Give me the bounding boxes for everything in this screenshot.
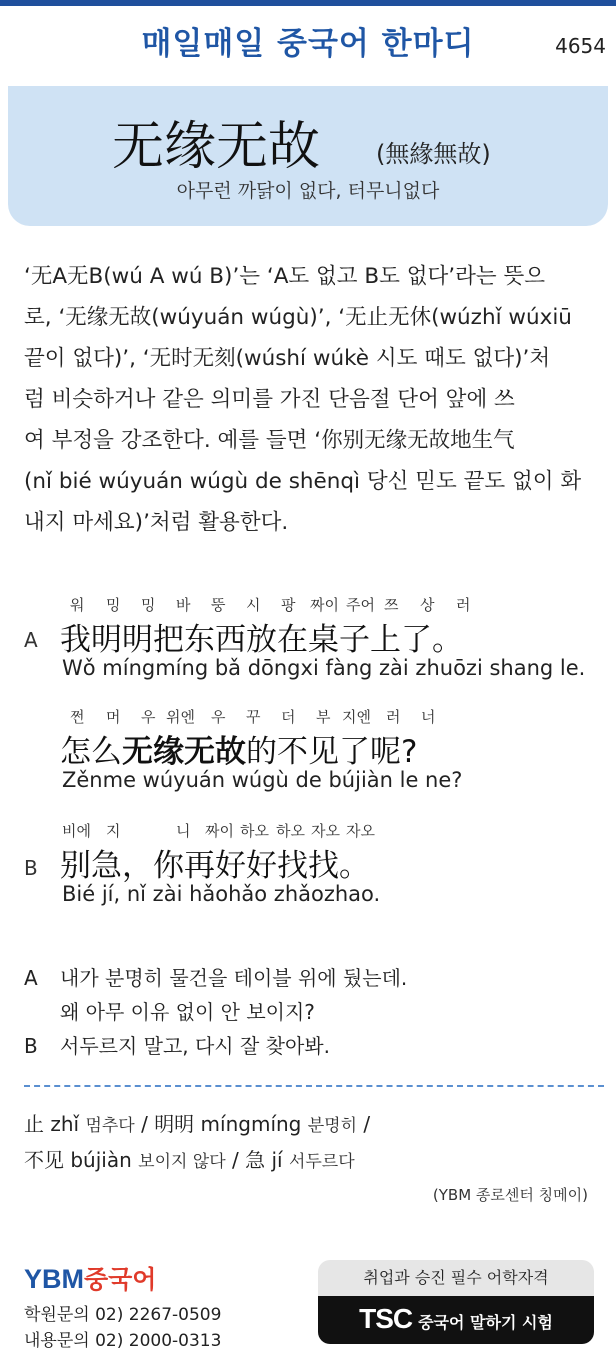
ruby-reading: 자오 (311, 822, 340, 840)
explanation-line: (nǐ bié wúyuán wúgù de shēnqì 당신 믿도 끝도 없이 화 (24, 469, 582, 494)
chinese-text: 我明明把东西放在桌子上了。 (60, 622, 463, 658)
chinese-text: 别急，你再好好找找。 (60, 848, 370, 884)
tsc-ad-bar (318, 1296, 594, 1344)
series-title: 매일매일 중국어 한마디 (141, 26, 475, 62)
ruby-reading: 더 (281, 708, 296, 726)
ruby-reading: 뚱 (211, 596, 226, 614)
phone-inquiry: 학원문의 02) 2267-0509 (24, 1305, 222, 1325)
speaker-label: B (24, 856, 38, 880)
issue-number: 4654 (555, 34, 606, 58)
brand-latin: YBM (24, 1264, 84, 1294)
explanation-line: 내지 마세요)’처럼 활용한다. (24, 510, 289, 535)
ruby-reading: 지 (106, 822, 121, 840)
ruby-reading: 시 (246, 596, 261, 614)
idiom-highlight: 无缘无故 (122, 734, 246, 770)
ruby-reading: 쯔 (384, 596, 399, 614)
vocab-korean: 보이지 않다 (138, 1152, 226, 1172)
tsc-ad-tagline: 취업과 승진 필수 어학자격 (318, 1260, 594, 1296)
speaker-label: A (24, 628, 38, 652)
pinyin-line: Wǒ míngmíng bǎ dōngxi fàng zài zhuōzi shang le. (62, 656, 586, 680)
ruby-reading: 워 (70, 596, 85, 614)
top-rule (0, 0, 616, 6)
ruby-reading: 부 (316, 708, 331, 726)
ruby-reading: 위엔 (166, 708, 195, 726)
ruby-reading: 꾸 (246, 708, 261, 726)
translation-line (24, 962, 407, 991)
dashed-divider (24, 1085, 604, 1087)
explanation-line: 끝이 없다)’, ‘无时无刻(wúshí wúkè 시도 때도 없다)’처 (24, 346, 551, 371)
ruby-reading: 러 (456, 596, 471, 614)
translation-text: 왜 아무 이유 없이 안 보이지? (60, 1000, 315, 1024)
explanation-line: 로, ‘无缘无故(wúyuán wúgù)’, ‘无止无休(wúzhǐ wúxiū (24, 305, 572, 330)
translation-text: 내가 분명히 물건을 테이블 위에 뒀는데. (60, 966, 408, 990)
vocab-korean: 멈추다 (85, 1116, 135, 1136)
idiom-title: 无缘无故 (112, 117, 321, 177)
speaker-label: A (24, 966, 38, 990)
explanation-line: ‘无A无B(wú A wú B)’는 ‘A도 없고 B도 없다’라는 뜻으 (24, 264, 546, 289)
vocab-pinyin: zhǐ (50, 1112, 80, 1136)
ruby-reading: 밍 (141, 596, 156, 614)
vocab-korean: 분명히 (307, 1116, 358, 1136)
chinese-sentence (60, 614, 463, 659)
translation-line (24, 1030, 330, 1059)
vocab-hanzi: 不见 (24, 1148, 64, 1172)
ruby-reading: 우 (141, 708, 156, 726)
vocab-line: 不见 bújiàn 보이지 않다 / 急 jí 서두르다 (24, 1148, 355, 1172)
phone-content: 내용문의 02) 2000-0313 (24, 1331, 222, 1351)
ruby-reading: 니 (176, 822, 191, 840)
ruby-reading: 하오 (276, 822, 305, 840)
chinese-text: 怎么 (60, 734, 122, 770)
translation-text: 서두르지 말고, 다시 잘 찾아봐. (60, 1034, 330, 1058)
ruby-reading: 쩐 (70, 708, 85, 726)
chinese-sentence (60, 726, 417, 771)
ruby-reading: 러 (386, 708, 401, 726)
ruby-reading: 짜이 (205, 822, 234, 840)
ruby-reading: 비에 (62, 822, 91, 840)
idiom-traditional: (無緣無故) (376, 140, 491, 168)
vocab-hanzi: 急 (245, 1148, 266, 1172)
chinese-sentence (60, 840, 370, 885)
vocab-pinyin: bújiàn (70, 1148, 132, 1172)
ruby-reading: 팡 (281, 596, 296, 614)
idiom-meaning: 아무런 까닭이 없다, 터무니없다 (176, 180, 440, 202)
vocab-hanzi: 明明 (154, 1112, 195, 1136)
vocab-korean: 서두르다 (288, 1152, 355, 1172)
pinyin-line: Zěnme wúyuán wúgù de bújiàn le ne? (62, 768, 463, 792)
ruby-reading: 바 (176, 596, 191, 614)
ybm-logo (24, 1260, 156, 1296)
tsc-ad-label: 중국어 말하기 시험 (418, 1313, 553, 1332)
ruby-reading: 우 (211, 708, 226, 726)
brand-korean: 중국어 (84, 1265, 157, 1294)
ruby-reading: 상 (420, 596, 435, 614)
ruby-reading: 주어 (346, 596, 375, 614)
pinyin-line: Bié jí, nǐ zài hǎohǎo zhǎozhao. (62, 882, 381, 906)
ruby-reading: 너 (421, 708, 436, 726)
tsc-ad-banner (318, 1260, 594, 1344)
explanation (24, 256, 604, 543)
vocab-pinyin: míngmíng (200, 1112, 302, 1136)
ruby-reading: 자오 (346, 822, 375, 840)
vocab-pinyin: jí (271, 1148, 283, 1172)
explanation-line: 럼 비슷하거나 같은 의미를 가진 단음절 단어 앞에 쓰 (24, 387, 515, 412)
author-credit: (YBM 종로센터 칭메이) (432, 1186, 588, 1204)
tsc-logo: TSC (359, 1303, 413, 1334)
ruby-reading: 지엔 (342, 708, 371, 726)
explanation-line: 여 부정을 강조한다. 예를 들면 ‘你别无缘无故地生气 (24, 428, 515, 453)
chinese-text: 的不见了呢? (246, 734, 418, 770)
ruby-reading: 하오 (240, 822, 269, 840)
ruby-reading: 머 (106, 708, 121, 726)
vocab-line: 止 zhǐ 멈추다 / 明明 míngmíng 분명히 / (24, 1112, 371, 1136)
translation-line (24, 996, 315, 1025)
speaker-label: B (24, 1034, 38, 1058)
vocab-hanzi: 止 (24, 1112, 44, 1136)
ruby-reading: 짜이 (310, 596, 339, 614)
ruby-reading: 밍 (106, 596, 121, 614)
